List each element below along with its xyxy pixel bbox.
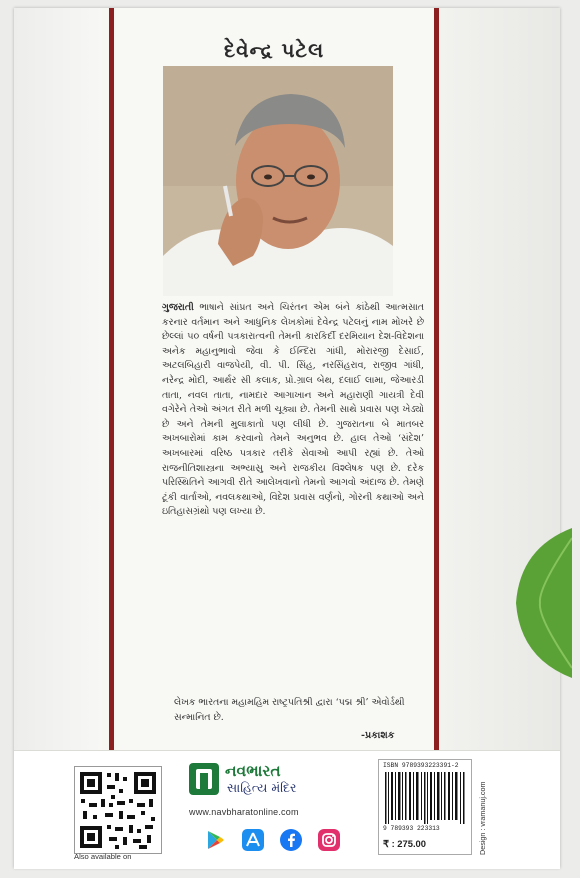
publisher-footer <box>14 750 560 869</box>
app-icons <box>190 829 350 853</box>
award-note: લેખક ભારતના મહામહિમ રાષ્ટ્રપતિશ્રી દ્વારા ‘પદ્મ શ્રી’ એવોર્ડથી સન્માનિત છે. <box>174 697 405 723</box>
isbn-number: ISBN 9789393223391-2 <box>383 762 459 769</box>
app-store-icon[interactable] <box>242 829 264 851</box>
publisher-subtitle: સાહિત્ય મંદિર <box>227 780 297 795</box>
author-name: દેવેન્દ્ર પટેલ <box>224 38 325 62</box>
design-credit-line <box>476 757 488 857</box>
right-stripe <box>434 8 439 750</box>
instagram-icon[interactable] <box>318 829 340 851</box>
barcode-number: 9 789393 223313 <box>383 825 440 832</box>
qr-code-pattern <box>75 767 161 853</box>
bio-lead-word: ગુજરાતી <box>162 302 194 313</box>
design-credit: Design : vramanuj.com <box>478 781 487 855</box>
publisher-logo <box>189 761 357 799</box>
right-panel <box>438 8 560 868</box>
author-portrait-illustration <box>163 66 393 296</box>
isbn-barcode-box <box>378 759 472 855</box>
bio-text: ભાષાને સાંપ્રત અને ચિરંતન એમ બંને કાંઠેથી આત્મસાત કરનાર વર્તમાન અને આધુનિક લેખકોમાં દેવેન્દ્ર પટેલનું નામ મોખરે છે છેલ્લાં ૫૦ વર્ષની પત્રકારાત્વની તેમની કારકિર્દી દરમિયાન દેશ-વિદેશના અનેક મહાનુભાવો જેવા કે ઈન્દિરા ગાંધી, મોરારજી દેસાઈ, અટલબિહારી વાજપેયી, વી. પી. સિંહ, નરસિંહરાવ, રાજીવ ગાંધી, નરેન્દ્ર મોદી, આર્થર સી કલાક, પ્રો.ગ્રાલ બેથ, દલાઈ લામા, જેઆરડી તાતા, નવલ તાતા, નામદાર આગાખાન અને મહારાણી ગાયત્રી દેવી વગેરેને તેઓ અંગત રીતે મળી ચૂક્યા છે. તેમની સાથે પ્રવાસ પણ ખેડ્યો છે અને તેમની મુલાકાતો પણ લીધી છે. ગુજરાતના બે માતબર અખબારોમાં કામ કરવાનો તેમને અનુભવ છે. હાલ તેઓ ‘સંદેશ’ અખબારમાં વરિષ્ઠ પત્રકાર તરીકે સેવાઓ આપી રહ્યાં છે. તેઓ રાજનીતિશાસ્ત્રના અભ્યાસુ અને રાજકીય વિશ્લેષક પણ છે. દરેક પરિસ્થિતિને આગવી રીતે આલેખવાનો તેમનો આગવો અંદાજ છે. તેમણે ટૂંકી વાર્તાઓ, નવલકથાઓ, વિદેશ પ્રવાસ વર્ણનો, ગોરની કથાઓ અને ઇતિહાસગ્રંથો પણ લખ્યા છે. <box>162 302 424 518</box>
publisher-name: નવભારત <box>225 761 281 780</box>
qr-code[interactable] <box>74 766 162 854</box>
publisher-website[interactable]: www.navbharatonline.com <box>189 807 299 817</box>
also-available-label: Also available on <box>74 852 132 861</box>
book-back-cover <box>14 8 560 868</box>
facebook-icon[interactable] <box>280 829 302 851</box>
author-photo <box>163 66 393 296</box>
google-play-icon[interactable] <box>204 829 226 851</box>
left-panel <box>14 8 102 868</box>
barcode-graphic <box>383 772 467 824</box>
leaf-decoration <box>510 528 572 678</box>
publisher-signoff: -પ્રકાશક <box>361 730 395 741</box>
left-stripe <box>109 8 114 750</box>
price: ₹ : 275.00 <box>383 838 426 849</box>
publisher-logo-icon <box>189 763 219 795</box>
author-bio <box>162 301 424 520</box>
